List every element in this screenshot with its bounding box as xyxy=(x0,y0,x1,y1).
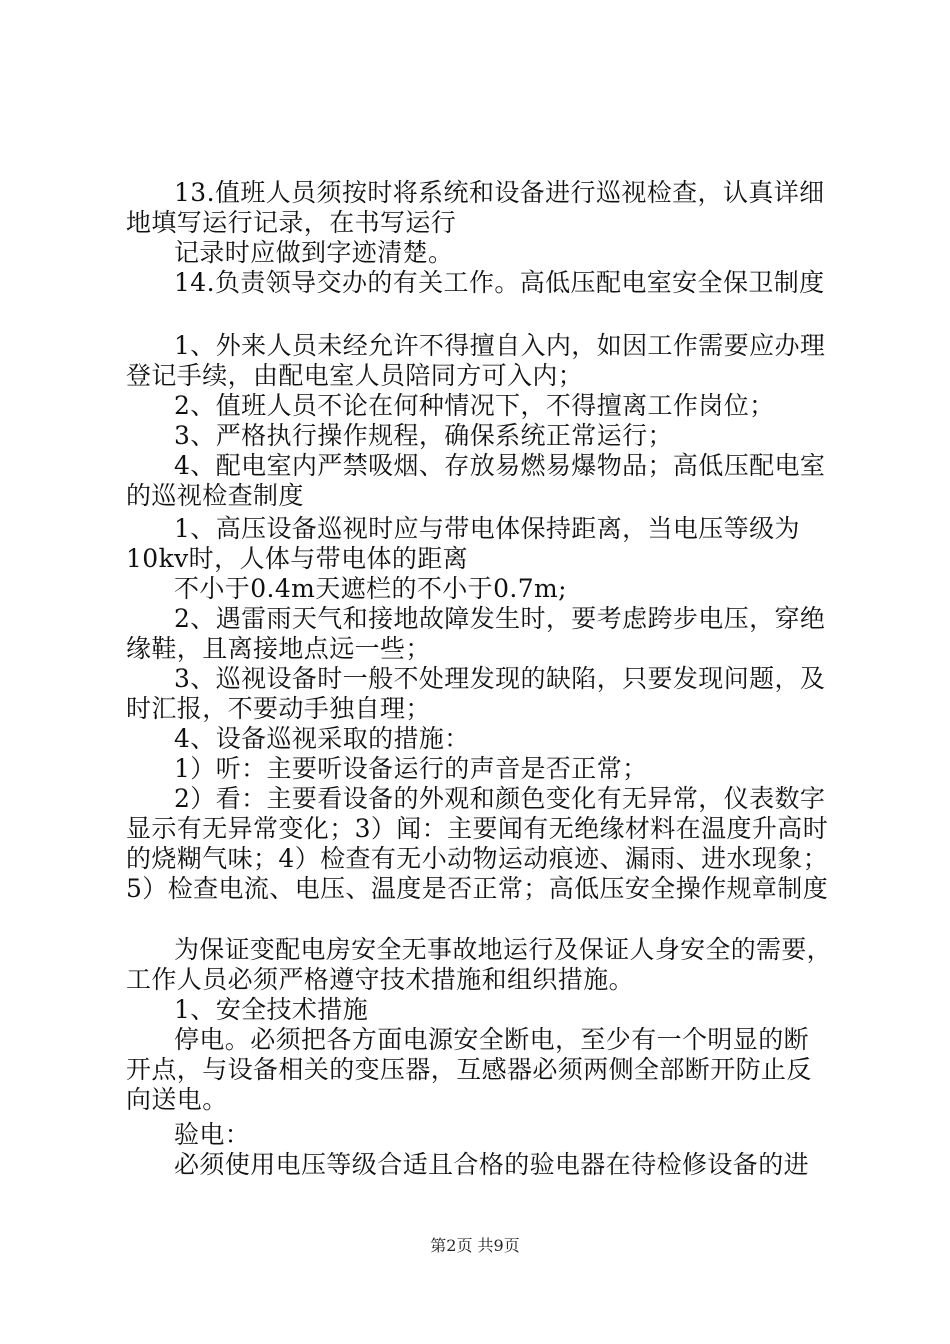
text-line-7: 2、值班人员不论在何种情况下，不得擅离工作岗位； xyxy=(174,391,775,420)
text-line-14: 2、遇雷雨天气和接地故障发生时，要考虑跨步电压，穿绝 xyxy=(174,604,826,633)
text-line-13: 不小于0.4m天遮栏的不小于0.7m; xyxy=(174,574,567,603)
text-line-25: 工作人员必须严格遵守技术措施和组织措施。 xyxy=(126,965,635,994)
text-line-8: 3、严格执行操作规程，确保系统正常运行； xyxy=(174,421,673,450)
text-line-1: 13.值班人员须按时将系统和设备进行巡视检查，认真详细 xyxy=(174,178,825,207)
text-line-11: 1、高压设备巡视时应与带电体保持距离，当电压等级为 xyxy=(174,514,800,543)
text-line-15: 缘鞋，且离接地点远一些； xyxy=(126,634,431,663)
text-line-21: 显示有无异常变化；3）闻：主要闻有无绝缘材料在温度升高时 xyxy=(126,814,829,843)
text-line-22: 的烧糊气味；4）检查有无小动物运动痕迹、漏雨、进水现象； xyxy=(126,844,829,873)
text-line-3: 记录时应做到字迹清楚。 xyxy=(174,238,454,267)
page-number: 第2页 共9页 xyxy=(430,1236,520,1255)
text-line-10: 的巡视检查制度 xyxy=(126,481,304,510)
text-line-28: 开点，与设备相关的变压器，互感器必须两侧全部断开防止反 xyxy=(126,1055,812,1084)
text-line-29: 向送电。 xyxy=(126,1085,228,1114)
text-line-4: 14.负责领导交办的有关工作。高低压配电室安全保卫制度 xyxy=(174,268,825,297)
text-line-18: 4、设备巡视采取的措施： xyxy=(174,724,470,753)
text-line-17: 时汇报，不要动手独自理； xyxy=(126,694,431,723)
text-line-9: 4、配电室内严禁吸烟、存放易燃易爆物品；高低压配电室 xyxy=(174,451,826,480)
text-line-27: 停电。必须把各方面电源安全断电，至少有一个明显的断 xyxy=(174,1025,810,1054)
text-line-23: 5）检查电流、电压、温度是否正常；高低压安全操作规章制度 xyxy=(126,874,829,903)
text-line-16: 3、巡视设备时一般不处理发现的缺陷，只要发现问题，及 xyxy=(174,664,826,693)
text-line-6: 登记手续，由配电室人员陪同方可入内； xyxy=(126,361,584,390)
text-line-31: 必须使用电压等级合适且合格的验电器在待检修设备的进 xyxy=(174,1150,810,1179)
text-line-20: 2）看：主要看设备的外观和颜色变化有无异常，仪表数字 xyxy=(174,784,826,813)
text-line-12: 10kv时，人体与带电体的距离 xyxy=(126,544,469,573)
text-line-24: 为保证变配电房安全无事故地运行及保证人身安全的需要， xyxy=(174,935,832,964)
text-line-2: 地填写运行记录，在书写运行 xyxy=(126,208,457,237)
text-line-19: 1）听：主要听设备运行的声音是否正常； xyxy=(174,754,648,783)
text-line-30: 验电： xyxy=(174,1120,251,1149)
text-line-5: 1、外来人员未经允许不得擅自入内，如因工作需要应办理 xyxy=(174,331,826,360)
text-line-26: 1、安全技术措施 xyxy=(174,995,369,1024)
